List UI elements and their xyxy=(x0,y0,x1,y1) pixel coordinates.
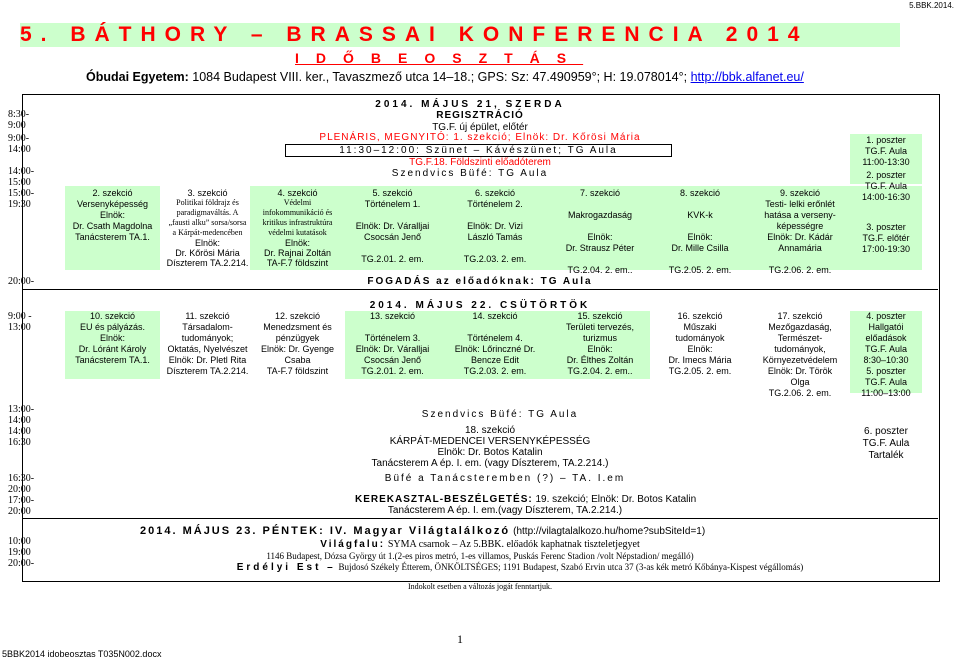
venue-line xyxy=(86,70,804,85)
day2-buffet: Szendvics Büfé: TG Aula xyxy=(421,409,579,420)
session-5: 5. szekció Történelem 1. Elnök: Dr. Váralljai Csocsán Jenő TG.2.01. 2. em. xyxy=(355,188,430,264)
website-link[interactable]: http://bbk.alfanet.eu/ xyxy=(690,70,804,84)
session-13: 13. szekció Történelem 3. Elnök: Dr. Váralljai Csocsán Jenő TG.2.01. 2. em. xyxy=(355,311,430,376)
day2-cafe: Büfé a Tanácsteremben (?) – TA. I.em xyxy=(384,473,626,484)
poster-4-5: 4. poszter Hallgatói előadások TG.F. Aula 8:30–10:30 5. poszter TG.F. Aula 11:00–13:00 xyxy=(861,311,911,398)
poster-1: 1. poszter TG.F. Aula 11:00-13:30 xyxy=(862,135,910,167)
plenary: PLENÁRIS, MEGNYITÓ: 1. szekció; Elnök: Dr. Kőrösi Mária xyxy=(319,132,641,143)
day3-times: 10:00 19:00 20:00- xyxy=(8,536,35,569)
day1-times-c: 14:00- 15:00 xyxy=(8,166,35,188)
day1-times-a: 8:30- 9:00 xyxy=(8,109,30,131)
day2-times-b: 13:00- 14:00 14:00 16:30 xyxy=(8,404,35,448)
session-12: 12. szekció Menedzsment és pénzügyek Elnök: Dr. Gyenge Csaba TA-F.7 földszint xyxy=(260,311,335,376)
venue-prefix: Óbudai Egyetem: xyxy=(86,70,189,84)
day1-buffet: Szendvics Büfé: TG Aula xyxy=(391,168,549,179)
day1-times-b: 9:00- 14:00 xyxy=(8,133,31,155)
session-11: 11. szekció Társadalom- tudományok; Oktatás, Nyelvészet Elnök: Dr. Pletl Rita Díszterem TA.2.214. xyxy=(166,311,249,376)
session-15: 15. szekció Területi tervezés, turizmus Elnök: Dr. Élthes Zoltán TG.2.04. 2. em.. xyxy=(565,311,635,376)
day2-date: 2014. MÁJUS 22. CSÜTÖRTÖK xyxy=(369,300,591,311)
session-10: 10. szekció EU és pályázás. Elnök: Dr. Lóránt Károly Tanácsterem TA.1. xyxy=(75,311,150,365)
session-2: 2. szekció Versenyképesség Elnök: Dr. Csath Magdolna Tanácsterem TA.1. xyxy=(72,188,153,242)
day3-line1: Világfalu: SYMA csarnok – Az 5.BBK. előadók kaphatnak tiszteletjegyet xyxy=(320,539,640,550)
poster-2: 2. poszter TG.F. Aula 14:00-16:30 xyxy=(861,170,911,202)
coffee-break: 11:30–12:00: Szünet – Kávészünet; TG Aula xyxy=(285,144,672,157)
session-3: 3. szekció Politikai földrajz és paradigmaváltás. A „fausti alku” sorsa/sorsa a Kárpát-medencében Elnök: Dr. Kőrösi Mária Díszterem TA.2.214. xyxy=(166,188,249,268)
page-number: 1 xyxy=(457,632,463,646)
poster-3: 3. poszter TG.F. előtér 17:00-19:30 xyxy=(861,222,911,254)
session-16: 16. szekció Műszaki tudományok Elnök: Dr. Imecs Mária TG.2.05. 2. em. xyxy=(668,311,732,376)
roundtable: KEREKASZTAL-BESZÉLGETÉS: 19. szekció; Elnök: Dr. Botos Katalin xyxy=(355,494,697,505)
venue-address: 1084 Budapest VIII. ker., Tavaszmező utca 14–18.; GPS: Sz: 47.490959°; H: 19.078014°; xyxy=(192,70,688,84)
session-7: 7. szekció Makrogazdaság Elnök: Dr. Strausz Péter TG.2.04. 2. em.. xyxy=(565,188,635,275)
plenary-place: TG.F.18. Földszinti előadóterem xyxy=(409,157,551,168)
day1-date: 2014. MÁJUS 21, SZERDA xyxy=(375,99,565,110)
day1-times-e: 20:00- xyxy=(8,276,35,287)
schedule-subtitle: IDŐBEOSZTÁS xyxy=(295,50,584,66)
day3-date: 2014. MÁJUS 23. PÉNTEK: IV. Magyar Világtalálkozó (http://vilagtalalkozo.hu/home?subSiteId=1) xyxy=(140,525,706,537)
session-4: 4. szekció Védelmi infokommunikáció és kritikus infrastruktúra védelmi kutatások Elnök: Dr. Rajnai Zoltán TA-F.7 földszint xyxy=(262,188,333,268)
conference-title: 5. BÁTHORY – BRASSAI KONFERENCIA 2014 xyxy=(20,23,900,47)
doc-code: 5.BBK.2014. xyxy=(909,1,954,10)
day1-times-d: 15:00- 19:30 xyxy=(8,188,35,210)
poster-6: 6. poszter TG.F. Aula Tartalék xyxy=(862,426,910,461)
session-14: 14. szekció Történelem 4. Elnök: Lőrinczné Dr. Bencze Edit TG.2.03. 2. em. xyxy=(454,311,536,376)
registration: REGISZTRÁCIÓ xyxy=(436,110,524,121)
roundtable-place: Tanácsterem A ép. I. em.(vagy Díszterem, TA.2.214.) xyxy=(387,505,623,516)
session-9: 9. szekció Testi- lelki erőnlét hatása a verseny- képességre Elnök: Dr. Kádár Annamária TG.2.06. 2. em. xyxy=(764,188,836,275)
file-name: 5BBK2014 idobeosztas T035N002.docx xyxy=(2,649,162,659)
session-8: 8. szekció KVK-k Elnök: Dr. Mille Csilla TG.2.05. 2. em. xyxy=(668,188,732,275)
session-18: 18. szekció KÁRPÁT-MEDENCEI VERSENYKÉPESSÉG Elnök: Dr. Botos Katalin Tanácsterem A ép. I. em. (vagy Díszterem, TA.2.214.) xyxy=(371,425,609,469)
day3-line2: 1146 Budapest, Dózsa György út 1.(2-es piros metró, 1-es villamos, Puskás Ferenc Stadion /volt Népstadion/ megálló) xyxy=(266,551,694,561)
day2-times-a: 9:00 - 13:00 xyxy=(8,311,32,333)
session-6: 6. szekció Történelem 2. Elnök: Dr. Vizi László Tamás TG.2.03. 2. em. xyxy=(463,188,527,264)
session-17: 17. szekció Mezőgazdaság, Természet- tudományok, Környezetvédelem Elnök: Dr. Török Olga TG.2.06. 2. em. xyxy=(762,311,838,398)
registration-place: TG.F. új épület, előtér xyxy=(432,122,528,133)
footer-note: Indokolt esetben a változás jogát fenntartjuk. xyxy=(408,582,552,591)
day1-reception: FOGADÁS az előadóknak: TG Aula xyxy=(367,276,593,287)
day2-times-c: 16:30- 20:00 17:00- 20:00 xyxy=(8,473,35,517)
day3-line3: Erdélyi Est – Bujdosó Székely Étterem, ÖNKÖLTSÉGES; 1191 Budapest, Szabó Ervin utca 37 (3-as kék metró Kőbánya-Kispest végállomás) xyxy=(236,562,804,573)
